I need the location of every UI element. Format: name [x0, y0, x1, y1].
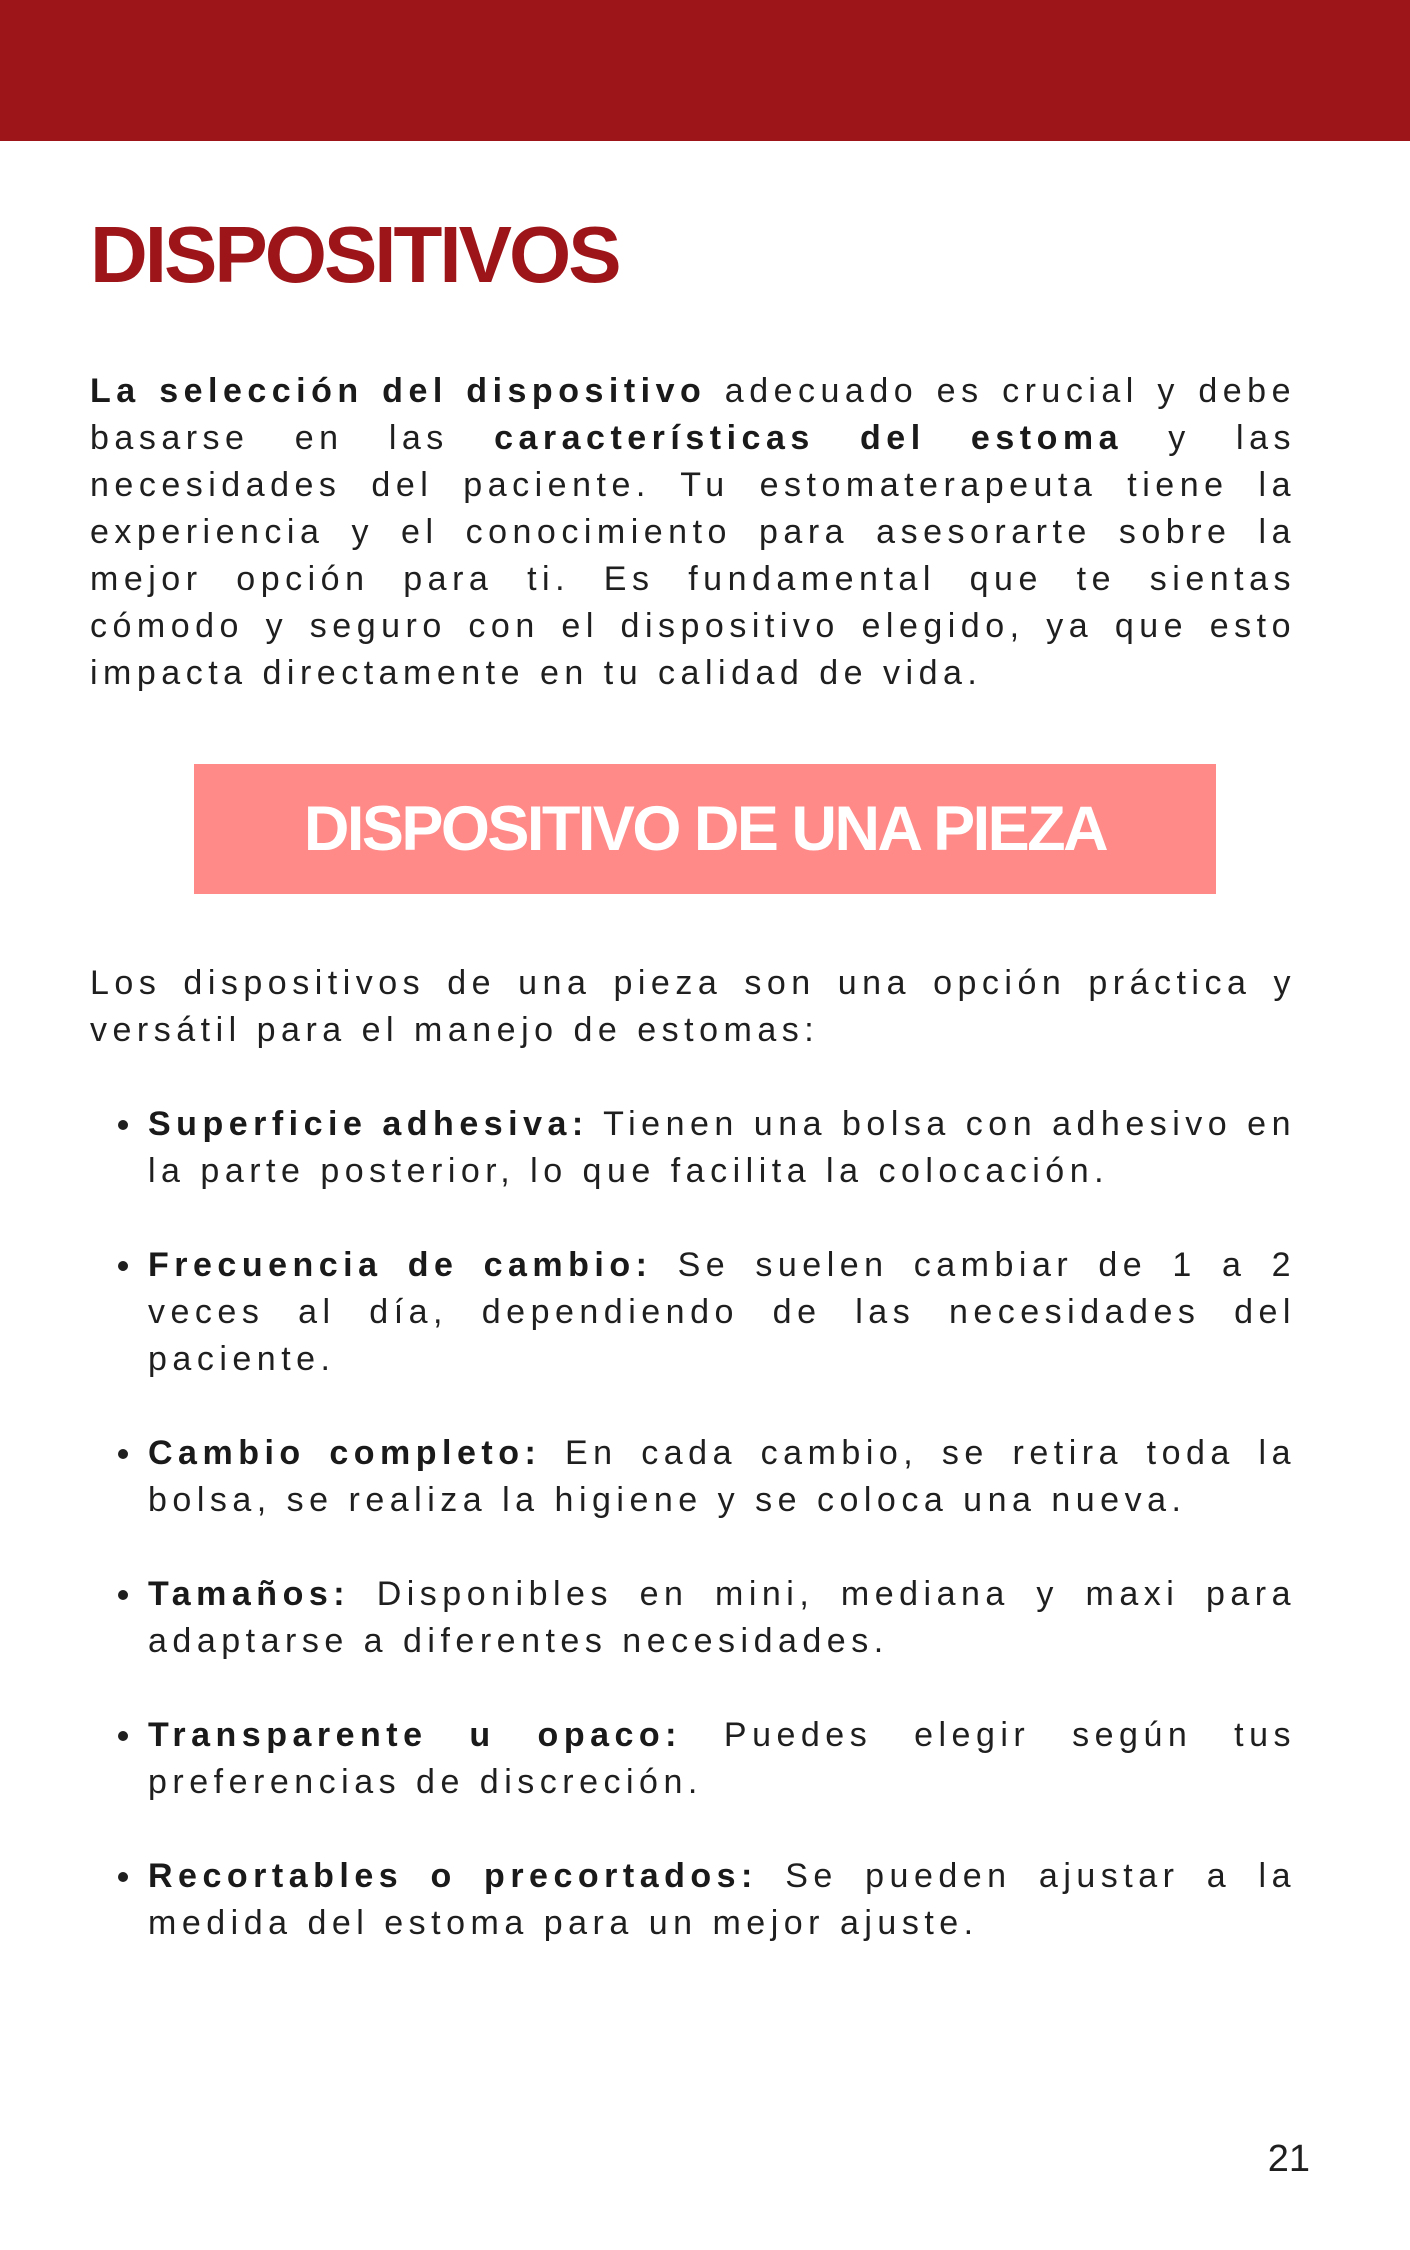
list-item-term: Frecuencia de cambio: [148, 1246, 653, 1284]
list-item-text: Tienen una bolsa con adhesivo en la parte posterior, lo que facilita la colocación. [148, 1105, 1296, 1190]
page-number: 21 [1267, 2138, 1310, 2180]
intro-text-2: y las necesidades del paciente. Tu estomaterapeuta tiene la experiencia y el conocimiento para asesorarte sobre la mejor opción para ti. Es fundamental que te sientas cómodo y seguro con el dispositivo elegido, ya que esto impacta directamente en tu calidad de vida. [90, 419, 1296, 692]
list-item-text: Puedes elegir según tus preferencias de discreción. [148, 1716, 1297, 1801]
list-item [90, 1242, 1296, 1383]
list-item-term: Recortables o precortados: [148, 1857, 758, 1895]
section-title: DISPOSITIVO DE UNA PIEZA [303, 793, 1107, 864]
bullet-dot-icon [118, 1731, 128, 1741]
list-item-term: Tamaños: [148, 1575, 351, 1613]
list-item [90, 1853, 1296, 1947]
bullet-dot-icon [118, 1449, 128, 1459]
list-item [90, 1571, 1296, 1665]
intro-bold-stoma-characteristics: características del estoma [494, 419, 1123, 457]
feature-list [90, 1101, 1296, 1994]
list-item-term: Superficie adhesiva: [148, 1105, 589, 1143]
intro-bold-device-selection: La selección del dispositivo [90, 372, 707, 410]
intro-paragraph [90, 368, 1296, 697]
list-item-term: Cambio completo: [148, 1434, 542, 1472]
list-item-text: Se suelen cambiar de 1 a 2 veces al día, dependiendo de las necesidades del paciente. [148, 1246, 1296, 1378]
list-item-text: Se pueden ajustar a la medida del estoma para un mejor ajuste. [148, 1857, 1296, 1942]
section-heading-box [194, 764, 1216, 894]
list-item-text: Disponibles en mini, mediana y maxi para adaptarse a diferentes necesidades. [148, 1575, 1296, 1660]
list-item-text: En cada cambio, se retira toda la bolsa, se realiza la higiene y se coloca una nueva. [148, 1434, 1296, 1519]
list-item-term: Transparente u opaco: [148, 1716, 683, 1754]
page-title: DISPOSITIVOS [90, 210, 619, 299]
list-item [90, 1712, 1296, 1806]
bullet-dot-icon [118, 1120, 128, 1130]
header-band [0, 0, 1410, 141]
lead-paragraph: Los dispositivos de una pieza son una opción práctica y versátil para el manejo de estomas: [90, 964, 1296, 1049]
intro-text-1: adecuado es crucial y debe basarse en las [90, 372, 1296, 457]
list-item [90, 1430, 1296, 1524]
bullet-dot-icon [118, 1872, 128, 1882]
bullet-dot-icon [118, 1590, 128, 1600]
bullet-dot-icon [118, 1261, 128, 1271]
list-item [90, 1101, 1296, 1195]
